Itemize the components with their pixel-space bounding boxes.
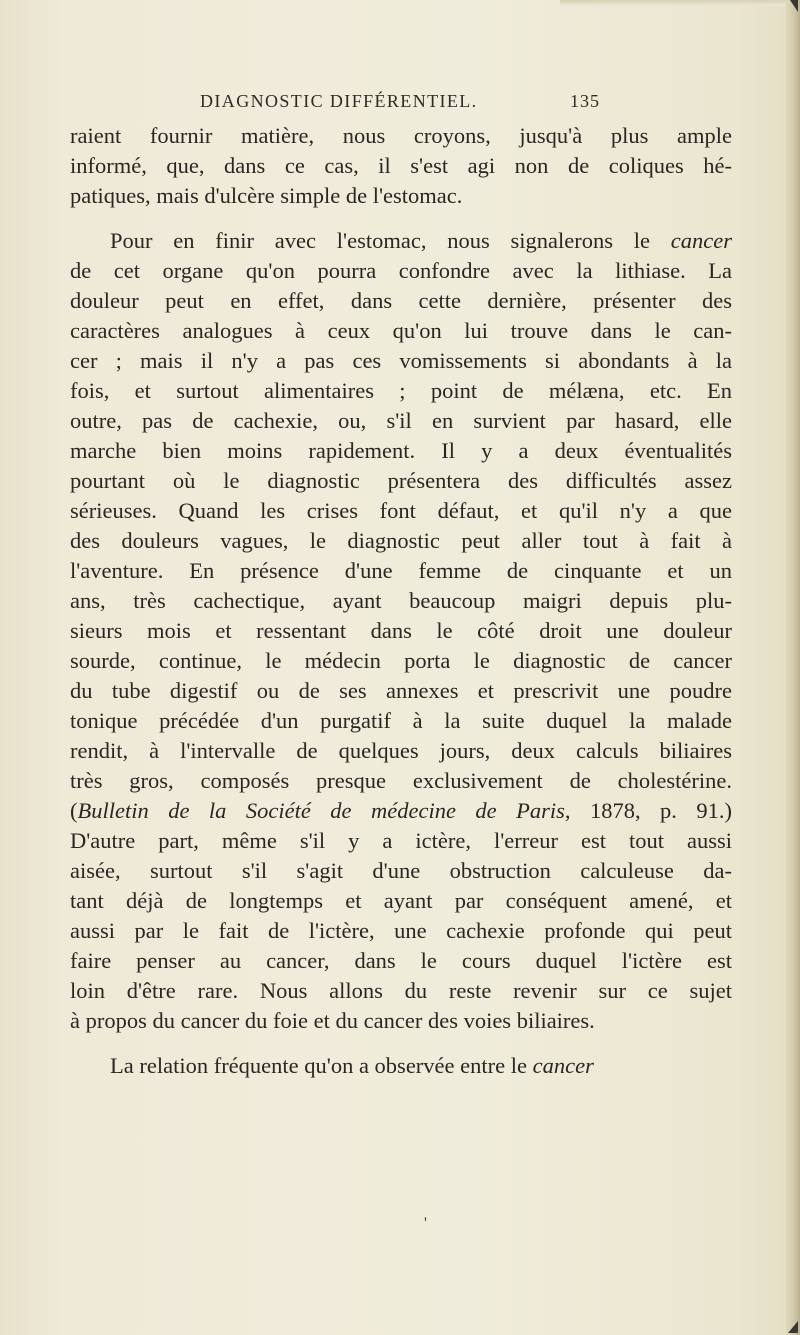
text-line: (Bulletin de la Société de médecine de Paris, 1878, p. 91.) [70,798,732,823]
text-line: l'aventure. En présence d'une femme de cinquante et un [70,558,732,583]
text-line: caractères analogues à ceux qu'on lui trouve dans le can- [70,318,732,343]
text-line: rendit, à l'intervalle de quelques jours, deux calculs biliaires [70,738,732,763]
stray-mark: ' [424,1215,427,1232]
text-line: loin d'être rare. Nous allons du reste revenir sur ce sujet [70,978,732,1003]
text-line: du tube digestif ou de ses annexes et prescrivit une poudre [70,678,732,703]
text-line: des douleurs vagues, le diagnostic peut aller tout à fait à [70,528,732,553]
text-line: très gros, composés presque exclusivement de cholestérine. [70,768,732,793]
text-line: marche bien moins rapidement. Il y a deux éventualités [70,438,732,463]
text-line: Pour en finir avec l'estomac, nous signalerons le cancer [110,228,732,253]
paragraph-gap [70,1036,732,1051]
text-line: à propos du cancer du foie et du cancer des voies biliaires. [70,1008,595,1033]
text-line: outre, pas de cachexie, ou, s'il en survient par hasard, elle [70,408,732,433]
text-line: cer ; mais il n'y a pas ces vomissements si abondants à la [70,348,732,373]
text-line: D'autre part, même s'il y a ictère, l'erreur est tout aussi [70,828,732,853]
text-line: aisée, surtout s'il s'agit d'une obstruction calculeuse da- [70,858,732,883]
text-line: ans, très cachectique, ayant beaucoup maigri depuis plu- [70,588,732,613]
text-line: sieurs mois et ressentant dans le côté droit une douleur [70,618,732,643]
paragraph [70,226,732,1036]
text-line: raient fournir matière, nous croyons, jusqu'à plus ample [70,123,732,148]
text-line: douleur peut en effet, dans cette dernière, présenter des [70,288,732,313]
running-head: DIAGNOSTIC DIFFÉRENTIEL. [200,91,478,111]
text-line: tonique précédée d'un purgatif à la suite duquel la malade [70,708,732,733]
body-text [70,121,732,1081]
page-number: 135 [570,91,600,111]
page-header [200,91,600,115]
text-line: pourtant où le diagnostic présentera des difficultés assez [70,468,732,493]
text-line: La relation fréquente qu'on a observée entre le cancer [110,1053,594,1078]
page-edge-right [786,0,800,1335]
paragraph [70,1051,732,1081]
text-line: sérieuses. Quand les crises font défaut, et qu'il n'y a que [70,498,732,523]
text-line: aussi par le fait de l'ictère, une cachexie profonde qui peut [70,918,732,943]
text-line: de cet organe qu'on pourra confondre avec la lithiase. La [70,258,732,283]
page-edge-top [560,0,786,6]
paragraph [70,121,732,211]
text-line: informé, que, dans ce cas, il s'est agi non de coliques hé- [70,153,732,178]
text-line: sourde, continue, le médecin porta le diagnostic de cancer [70,648,732,673]
text-line: patiques, mais d'ulcère simple de l'estomac. [70,183,463,208]
paragraph-gap [70,211,732,226]
text-line: tant déjà de longtemps et ayant par conséquent amené, et [70,888,732,913]
text-line: faire penser au cancer, dans le cours duquel l'ictère est [70,948,732,973]
text-line: fois, et surtout alimentaires ; point de mélæna, etc. En [70,378,732,403]
